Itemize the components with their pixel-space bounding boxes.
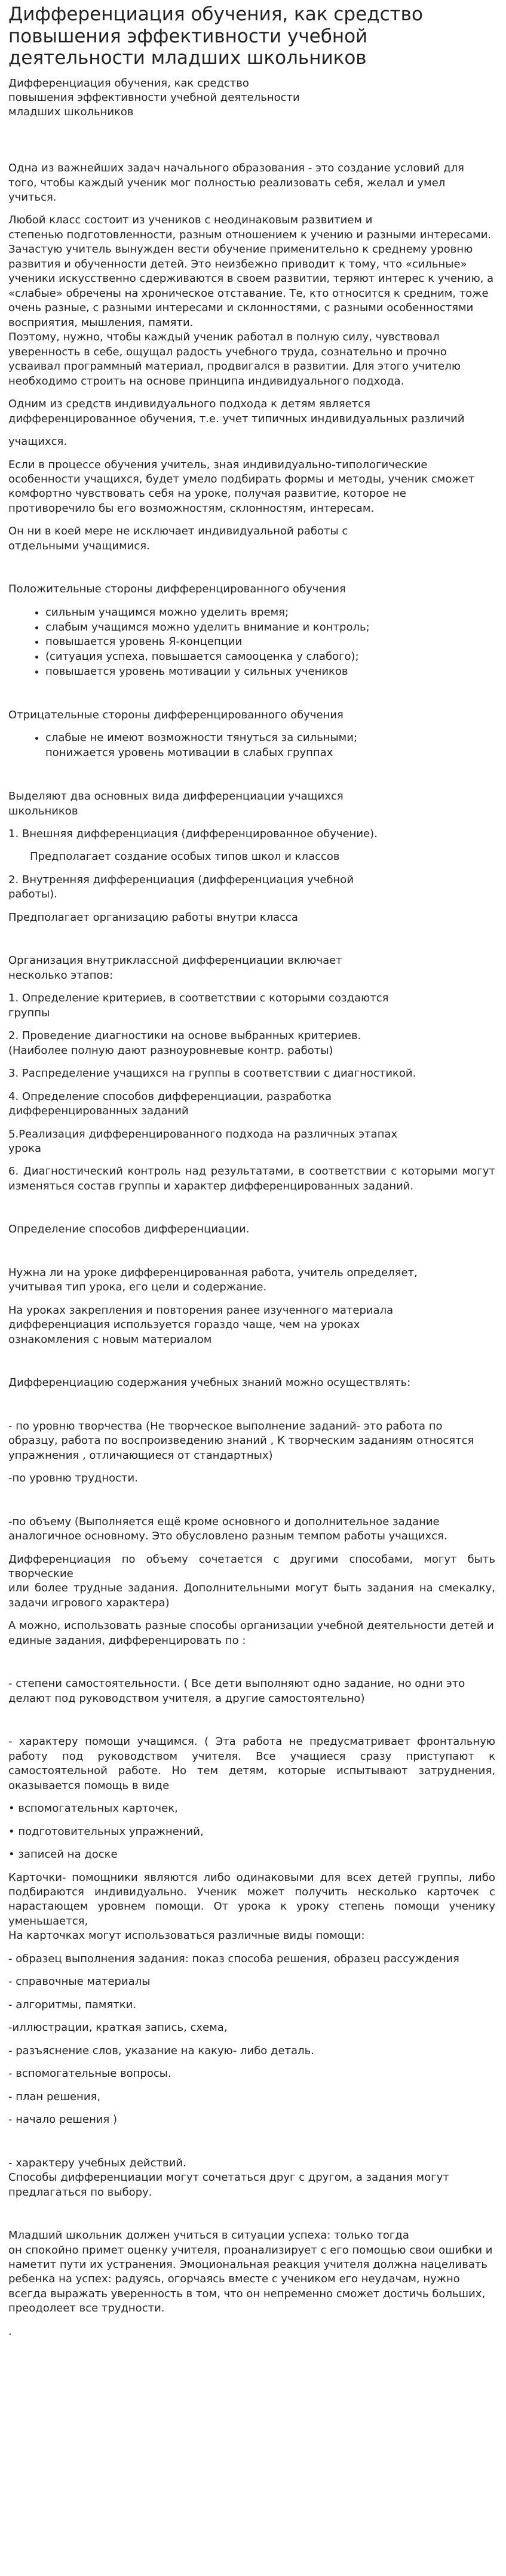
list-item: • сильным учащимся можно уделить время; [45, 605, 495, 620]
stage-6: 6. Диагностический контроль над результатами, в соответствии с которыми могут изменяться состав группы и характер дифференцированных заданий. [8, 1165, 495, 1192]
help-cards: • вспомогательных карточек, [8, 1802, 178, 1815]
stage-1: 1. Определение критериев, в соответствии с которыми создаются группы [8, 992, 389, 1019]
negative-list [8, 731, 495, 761]
conclusion-paragraph: Младший школьник должен учиться в ситуации успеха: только тогда он спокойно примет оценку учителя, проанализирует с его помощью свои ошибки и наметит пути их устранения. Эмоциональная реакция учителя должна нацеливать ребенка на успех: радуясь, огорчаясь вместе с учеником его неудачам, нужно всегда выражать уверенность в том, что он непременно сможет достичь больших, преодолеет все трудности. [8, 2229, 493, 2315]
aid-start: - начало решения ) [8, 2113, 118, 2126]
possible-paragraph: А можно, использовать разные способы организации учебной деятельности детей и единые задания, дифференцировать по : [8, 1619, 494, 1647]
types-intro: Выделяют два основных вида дифференциации учащихся школьников [8, 790, 344, 817]
aid-reference: - справочные материалы [8, 1975, 151, 1988]
org-intro: Организация внутриклассной дифференциации включает несколько этапов: [8, 954, 342, 982]
aid-sample: - образец выполнения задания: показ способа решения, образец рассуждения [8, 1952, 459, 1965]
means-paragraph: Одним из средств индивидуального подхода к детям является дифференцированное обучения, т.е. учет типичных индивидуальных различий [8, 398, 465, 425]
volume-paragraph: -по объему (Выполняется ещё кроме основного и дополнительное задание аналогичное основному. Это обусловлено разным темпом работы учащихся. [8, 1515, 447, 1543]
independence-paragraph: - степени самостоятельности. ( Все дети выполняют одно задание, но одни это делают под руководством учителя, а другие самостоятельно) [8, 1677, 465, 1705]
positive-list [8, 605, 495, 680]
type-2: 2. Внутренняя дифференциация (дифференциация учебной работы). [8, 873, 354, 901]
negative-title: Отрицательные стороны дифференцированного обучения [8, 708, 344, 721]
list-item: • слабым учащимся можно уделить внимание и контроль; [45, 620, 495, 635]
stage-4: 4. Определение способов дифференциации, разработка дифференцированных заданий [8, 1090, 332, 1118]
combine-paragraph: Дифференциация по объему сочетается с другими способами, могут быть творческие или более трудные задания. Дополнительными могут быть задания на смекалку, задачи игрового характера) [8, 1553, 495, 1609]
stage-3: 3. Распределение учащихся на группы в соответствии с диагностикой. [8, 1067, 416, 1080]
activities-paragraph: - характеру учебных действий. Способы дифференциации могут сочетаться друг с другом, а задания могут предлагаться по выбору. [8, 2156, 449, 2199]
final-mark: . [8, 2325, 12, 2338]
help-paragraph: - характеру помощи учащимся. ( Эта работа не предусматривает фронтальную работу под руководством учителя. Все учащиеся сразу приступают к самостоятельной работе. Но тем детям, которые испытывают затруднения, оказывается помощь в виде [8, 1735, 495, 1792]
cards-paragraph: Карточки- помощники являются либо одинаковыми для всех детей группы, либо подбираются индивидуально. Ученик может получить несколько карточек с нарастающем уровнем помощи. От урока к уроку степень помощи ученику уменьшается, На карточках могут использоваться различные виды помощи: [8, 1871, 495, 1942]
aid-algorithms: - алгоритмы, памятки. [8, 1998, 137, 2011]
aid-questions: - вспомогательные вопросы. [8, 2067, 171, 2080]
stage-5: 5.Реализация дифференцированного подхода на различных этапах урока [8, 1127, 398, 1155]
creativity-paragraph: - по уровню творчества (Не творческое выполнение заданий- это работа по образцу, работа по воспроизведению знаний , К творческим заданиям относятся упражнения , отличающиеся от стандартных) [8, 1419, 474, 1462]
intro-paragraph: Одна из важнейших задач начального образования - это создание условий для того, чтобы каждый ученик мог полностью реализовать себя, желал и умел учиться. [8, 162, 464, 204]
list-item: • (ситуация успеха, повышается самооценка у слабого); [45, 650, 495, 665]
aid-explain: - разъяснение слов, указание на какую- либо деталь. [8, 2044, 314, 2057]
list-item: • повышается уровень мотивации у сильных учеников [45, 665, 495, 680]
class-paragraph: Любой класс состоит из учеников с неодинаковым развитием и степенью подготовленности, разным отношением к учению и разными интересами. Зачастую учитель вынужден вести обучение применительно к среднему уровню развития и обученности детей. Это неизбежно приводит к тому, что «сильные» ученики искусственно сдерживаются в своем развитии, теряют интерес к учению, а «слабые» обречены на хроническое отставание. Те, кто относится к средним, тоже очень разные, с разными интересами и склонностями, с разными особенностями восприятия, мышления, памяти. Поэтому, нужно, чтобы каждый ученик работал в полную силу, чувствовал уверенность в себе, ощущал радость учебного труда, сознательно и прочно усваивал программный материал, продвигался в развитии. Для этого учителю необходимо строить на основе принципа индивидуального подхода. [8, 214, 494, 388]
difficulty-paragraph: -по уровню трудности. [8, 1472, 138, 1485]
means-paragraph-end: учащихся. [8, 435, 68, 448]
content-diff-title: Дифференциацию содержания учебных знаний можно осуществлять: [8, 1376, 411, 1390]
list-item: • слабые не имеют возможности тянуться за сильными; понижается уровень мотивации в слабых группах [45, 731, 495, 761]
stage-2: 2. Проведение диагностики на основе выбранных критериев. (Наиболее полную дают разноуровневые контр. работы) [8, 1029, 361, 1057]
aid-illustrations: -иллюстрации, краткая запись, схема, [8, 2021, 228, 2034]
subtitle: Дифференциация обучения, как средство повышения эффективности учебной деятельности младших школьников [8, 76, 300, 118]
positive-title: Положительные стороны дифференцированного обучения [8, 583, 346, 596]
need-paragraph: Нужна ли на уроке дифференцированная работа, учитель определяет, учитывая тип урока, его цели и содержание. [8, 1266, 418, 1294]
help-exercises: • подготовительных упражнений, [8, 1825, 204, 1838]
help-board: • записей на доске [8, 1848, 118, 1861]
methods-title: Определение способов дифференциации. [8, 1223, 250, 1236]
lessons-paragraph: На уроках закрепления и повторения ранее изученного материала дифференциация используется гораздо чаще, чем на уроках ознакомления с новым материалом [8, 1304, 394, 1346]
page-title: Дифференциация обучения, как средство повышения эффективности учебной деятельности младших школьников [8, 4, 423, 69]
teacher-paragraph: Если в процессе обучения учитель, зная индивидуально-типологические особенности учащихся, будет умело подбирать формы и методы, ученик сможет комфортно чувствовать себя на уроке, получая развитие, которое не противоречило бы его возможностям, склонностям, интересам. [8, 458, 475, 515]
type-2-note: Предполагает организацию работы внутри класса [8, 911, 298, 924]
list-item: • повышается уровень Я-концепции [45, 635, 495, 650]
type-1-note: Предполагает создание особых типов школ и классов [30, 850, 340, 863]
individual-paragraph: Он ни в коей мере не исключает индивидуальной работы с отдельными учащимися. [8, 525, 348, 552]
type-1: 1. Внешняя дифференциация (дифференцированное обучение). [8, 827, 378, 840]
aid-plan: - план решения, [8, 2090, 101, 2103]
